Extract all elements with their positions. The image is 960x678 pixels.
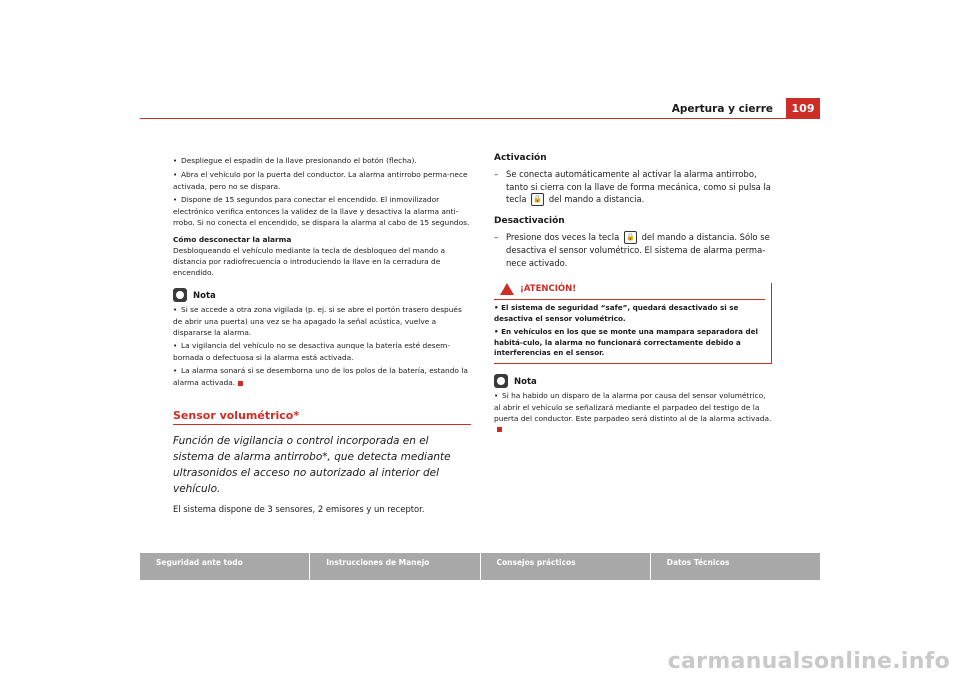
nota-header: [494, 374, 772, 388]
tab-datos[interactable]: Datos Técnicos: [651, 553, 820, 580]
page-header-title: Apertura y cierre: [671, 103, 773, 115]
lock-key-icon: 🔒: [624, 231, 637, 244]
deactivation-step: – Presione dos veces la tecla 🔒 del mando a distancia. Sólo se desactiva el sensor volumétrico. El sistema de alarma perma-nece activado.: [494, 232, 770, 268]
bullet-icon: •: [173, 196, 178, 204]
bullet-icon: •: [173, 157, 178, 165]
disconnect-heading: Cómo desconectar la alarma: [173, 235, 292, 244]
tab-instrucciones[interactable]: Instrucciones de Manejo: [310, 553, 479, 580]
section-title: Sensor volumétrico*: [173, 409, 300, 422]
bullet-icon: •: [173, 306, 178, 314]
bullet-item: • Abra el vehículo por la puerta del conductor. La alarma antirrobo perma-nece activada, pero no se dispara.: [173, 170, 468, 191]
bullet-item: • Despliegue el espadín de la llave presionando el botón (flecha).: [173, 156, 417, 165]
footer-nav: [140, 553, 820, 580]
disconnect-text: Desbloqueando el vehículo mediante la tecla de desbloqueo del mando a distancia por radiofrecuencia o introduciendo la llave en la cerradura de encendido.: [173, 246, 446, 277]
nota-label: Nota: [193, 291, 216, 301]
bullet-icon: •: [173, 171, 178, 179]
nota-bullet: • La vigilancia del vehículo no se desactiva aunque la batería esté desem-bornada o defectuosa si la alarma está activada.: [173, 341, 451, 362]
warning-triangle-icon: [500, 283, 514, 295]
nota-bullet: • Si ha habido un disparo de la alarma por causa del sensor volumétrico, al abrir el vehículo se señalizará mediante el parpadeo del testigo de la puerta del conductor. Este parpadeo será distinto al de la alarma activada.: [494, 390, 772, 435]
warning-bullet: • En vehículos en los que se monte una mampara separadora del habitá-culo, la alarma no funcionará correctamente debido a interferencias en el sensor.: [494, 327, 758, 357]
activation-heading: Activación: [494, 153, 547, 163]
tab-consejos[interactable]: Consejos prácticos: [481, 553, 650, 580]
bullet-icon: •: [173, 367, 178, 375]
section-intro: Función de vigilancia o control incorporada en el sistema de alarma antirrobo*, que detecta mediante ultrasonidos el acceso no autorizado al interior del vehículo.: [173, 435, 451, 495]
section-divider: [173, 424, 471, 425]
nota-header: [173, 288, 473, 302]
lock-key-icon: 🔒: [531, 193, 544, 206]
warning-title: ¡ATENCIÓN!: [520, 283, 577, 294]
left-column: [173, 153, 473, 515]
end-marker-icon: [238, 381, 243, 386]
bullet-icon: •: [173, 342, 178, 350]
tab-seguridad[interactable]: Seguridad ante todo: [140, 553, 309, 580]
nota-bullet: • Si se accede a otra zona vigilada (p. ej. si se abre el portón trasero después de abrir una puerta) una vez se ha apagado la señal acústica, vuelve a dispararse la alarma.: [173, 305, 462, 337]
end-marker-icon: [497, 427, 502, 432]
activation-step: – Se conecta automáticamente al activar la alarma antirrobo, tanto si cierra con la llave de forma mecánica, como si pulsa la tecla 🔒 del mando a distancia.: [494, 169, 771, 204]
section-body: El sistema dispone de 3 sensores, 2 emisores y un receptor.: [173, 504, 425, 514]
note-icon: [494, 374, 508, 388]
watermark: carmanualsonline.info: [667, 649, 950, 674]
note-icon: [173, 288, 187, 302]
warning-box: [494, 283, 772, 364]
deactivation-heading: Desactivación: [494, 216, 565, 226]
bullet-icon: •: [494, 327, 499, 336]
page-number: 109: [786, 98, 820, 118]
header-divider: [140, 118, 820, 119]
nota-bullet: • La alarma sonará si se desemborna uno de los polos de la batería, estando la alarma activada.: [173, 366, 468, 387]
right-column: [494, 153, 772, 435]
bullet-item: • Dispone de 15 segundos para conectar el encendido. El inmovilizador electrónico verifica entonces la validez de la llave y desactiva la alarma anti-rrobo. Si no conecta el encendido, se dispara la alarma al cabo de 15 segundos.: [173, 195, 470, 227]
nota-label: Nota: [514, 376, 537, 387]
warning-header: [494, 283, 765, 300]
bullet-icon: •: [494, 391, 499, 400]
bullet-icon: •: [494, 303, 499, 312]
warning-bullet: • El sistema de seguridad “safe”, quedará desactivado si se desactiva el sensor volumétrico.: [494, 303, 739, 323]
